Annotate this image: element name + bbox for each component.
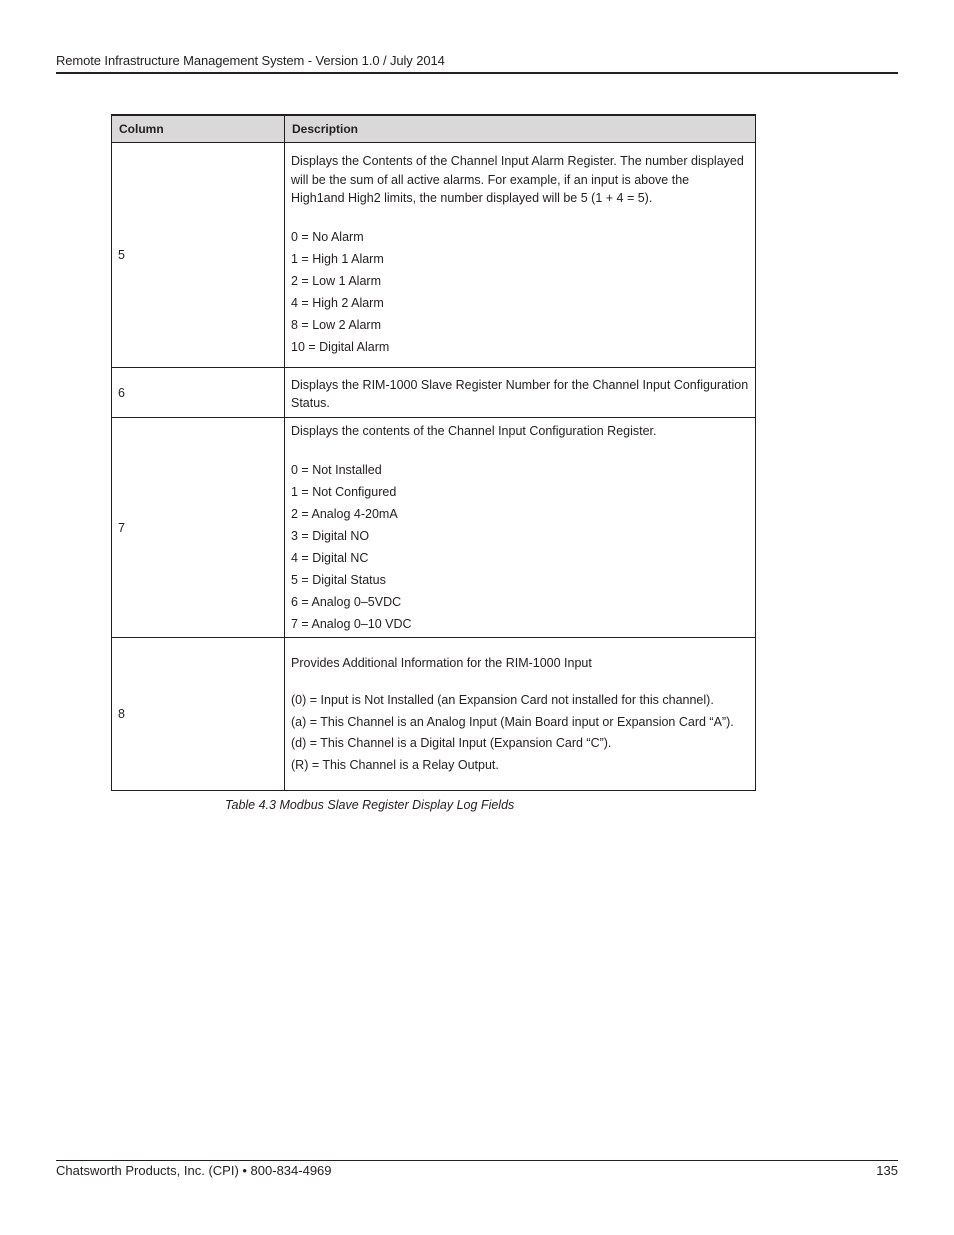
description-text [291,152,749,208]
list-item: 4 = High 2 Alarm [291,295,384,310]
list-item: (R) = This Channel is a Relay Output. [291,757,499,772]
description-line: Displays the contents of the Channel Input Configuration Register. [291,424,657,439]
list-item: 2 = Low 1 Alarm [291,273,381,288]
column-number: 8 [112,638,285,791]
list-item: 1 = Not Configured [291,484,397,499]
list-item: 10 = Digital Alarm [291,339,390,354]
alarm-value-list [291,226,749,358]
list-item: 5 = Digital Status [291,572,386,587]
input-info-list [291,690,749,776]
table-row [112,368,756,418]
column-number: 6 [112,368,285,418]
list-item: 6 = Analog 0–5VDC [291,594,402,609]
table-caption: Table 4.3 Modbus Slave Register Display Log Fields [225,798,515,812]
list-item: (d) = This Channel is a Digital Input (Expansion Card “C”). [291,736,612,751]
table-row [112,418,756,638]
column-description [285,143,756,368]
table-header-row [112,115,756,143]
list-item: 0 = No Alarm [291,229,364,244]
description-text [291,422,749,441]
column-number: 5 [112,143,285,368]
table-row [112,143,756,368]
document-title: Remote Infrastructure Management System - Version 1.0 / July 2014 [56,53,445,68]
page-footer [56,1160,898,1179]
column-header-description: Description [285,115,756,143]
list-item: 8 = Low 2 Alarm [291,317,381,332]
list-item: 7 = Analog 0–10 VDC [291,616,412,631]
modbus-register-table [111,114,756,791]
column-description [285,638,756,791]
list-item: 0 = Not Installed [291,462,382,477]
column-description [285,418,756,638]
page-number: 135 [876,1163,898,1178]
footer-company: Chatsworth Products, Inc. (CPI) • 800-834-4969 [56,1163,332,1178]
description-text [291,376,749,413]
page-header [56,53,898,74]
list-item: 1 = High 1 Alarm [291,251,384,266]
description-line: Displays the RIM-1000 Slave Register Number for the Channel Input Configuration [291,377,749,392]
list-item: 4 = Digital NC [291,550,369,565]
description-line: High1and High2 limits, the number displayed will be 5 (1 + 4 = 5). [291,191,653,206]
list-item: (0) = Input is Not Installed (an Expansion Card not installed for this channel). [291,693,714,708]
configuration-value-list [291,459,749,635]
column-header-column: Column [112,115,285,143]
table-row [112,638,756,791]
description-line: Displays the Contents of the Channel Input Alarm Register. The number displayed [291,154,744,169]
list-item: (a) = This Channel is an Analog Input (Main Board input or Expansion Card “A”). [291,714,734,729]
list-item: 3 = Digital NO [291,528,370,543]
column-number: 7 [112,418,285,638]
column-description [285,368,756,418]
description-text [291,654,749,673]
description-line: Provides Additional Information for the RIM-1000 Input [291,655,592,670]
list-item: 2 = Analog 4-20mA [291,506,398,521]
description-line: will be the sum of all active alarms. For example, if an input is above the [291,172,690,187]
description-line: Status. [291,396,330,410]
